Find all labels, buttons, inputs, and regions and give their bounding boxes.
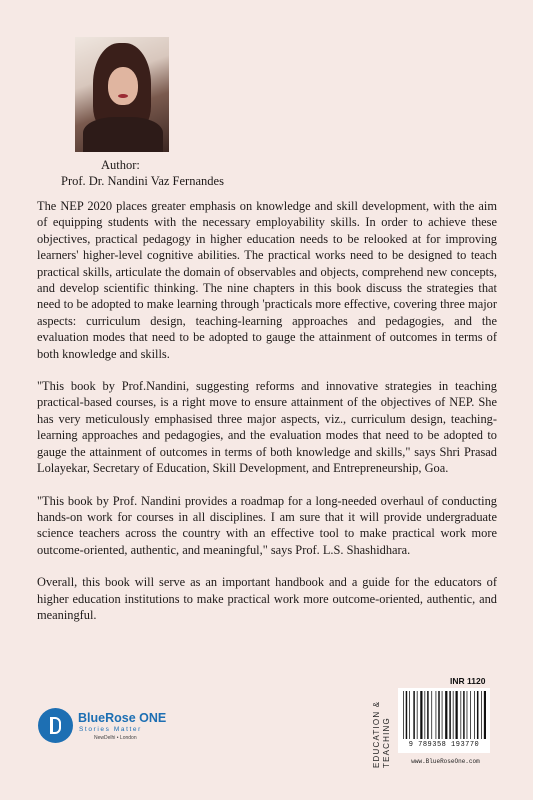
isbn-number: 9 789358 193770 bbox=[408, 741, 480, 749]
back-cover-text bbox=[37, 198, 497, 639]
publisher-website: www.BlueRoseOne.com bbox=[411, 758, 480, 765]
author-name: Prof. Dr. Nandini Vaz Fernandes bbox=[61, 174, 224, 188]
category-line-2: TEACHING bbox=[382, 717, 391, 768]
publisher-brand: BlueRose ONE bbox=[78, 711, 167, 725]
author-label: Author: bbox=[101, 158, 140, 172]
publisher-locations: NewDelhi • London bbox=[94, 735, 137, 741]
author-photo bbox=[75, 37, 169, 152]
publisher-logo-icon bbox=[38, 708, 73, 743]
publisher-logo bbox=[38, 708, 188, 748]
publisher-tagline: Stories Matter bbox=[79, 726, 142, 733]
category-line-1: EDUCATION & bbox=[372, 700, 381, 768]
paragraph-quote-lolayekar: "This book by Prof.Nandini, suggesting reforms and innovative strategies in teaching practical-based courses, is a right move to ensure attainment of the objectives of NEP. She has very meticulously emphasised three major aspects, viz., curriculum design, teaching-learning approaches and pedagogies, and the evaluation modes that need to be adopted to gauge the attainment of outcomes in terms of both knowledge and skills," says Shri Prasad Lolayekar, Secretary of Education, Skill Development, and Entrepreneurship, Goa. bbox=[37, 379, 497, 476]
category-label bbox=[364, 688, 396, 768]
paragraph-quote-shashidhara: "This book by Prof. Nandini provides a roadmap for a long-needed overhaul of conducting hands-on work for courses in all disciplines. I am sure that it will provide undergraduate science teachers across the country with an effective tool to make practical work more outcome-oriented, authentic, and meaningful," says Prof. L.S. Shashidhara. bbox=[37, 493, 497, 557]
paragraph-conclusion: Overall, this book will serve as an important handbook and a guide for the educators of higher education institutions to make practical work more outcome-oriented, authentic, and meaningful. bbox=[37, 575, 497, 622]
author-caption bbox=[0, 157, 533, 189]
price-label: INR 1120 bbox=[450, 676, 486, 686]
paragraph-intro: The NEP 2020 places greater emphasis on knowledge and skill development, with the aim of equipping students with the necessary employability skills. In order to achieve these objectives, practical pedagogy in higher education needs to be relooked at for improving learners' higher-level cognitive abilities. The practical works need to be designed to teach practical skills, articulate the domain of observables and objects, comprehend new concepts, and develop scientific thinking. The nine chapters in this book discuss the strategies that need to be adopted to make learning through 'practicals more effective, covering three major aspects: curriculum design, teaching-learning approaches and pedagogies, and the evaluation modes that need to be adopted to gauge the attainment of outcomes in terms of both knowledge and skills. bbox=[37, 199, 497, 361]
isbn-barcode bbox=[402, 691, 486, 739]
